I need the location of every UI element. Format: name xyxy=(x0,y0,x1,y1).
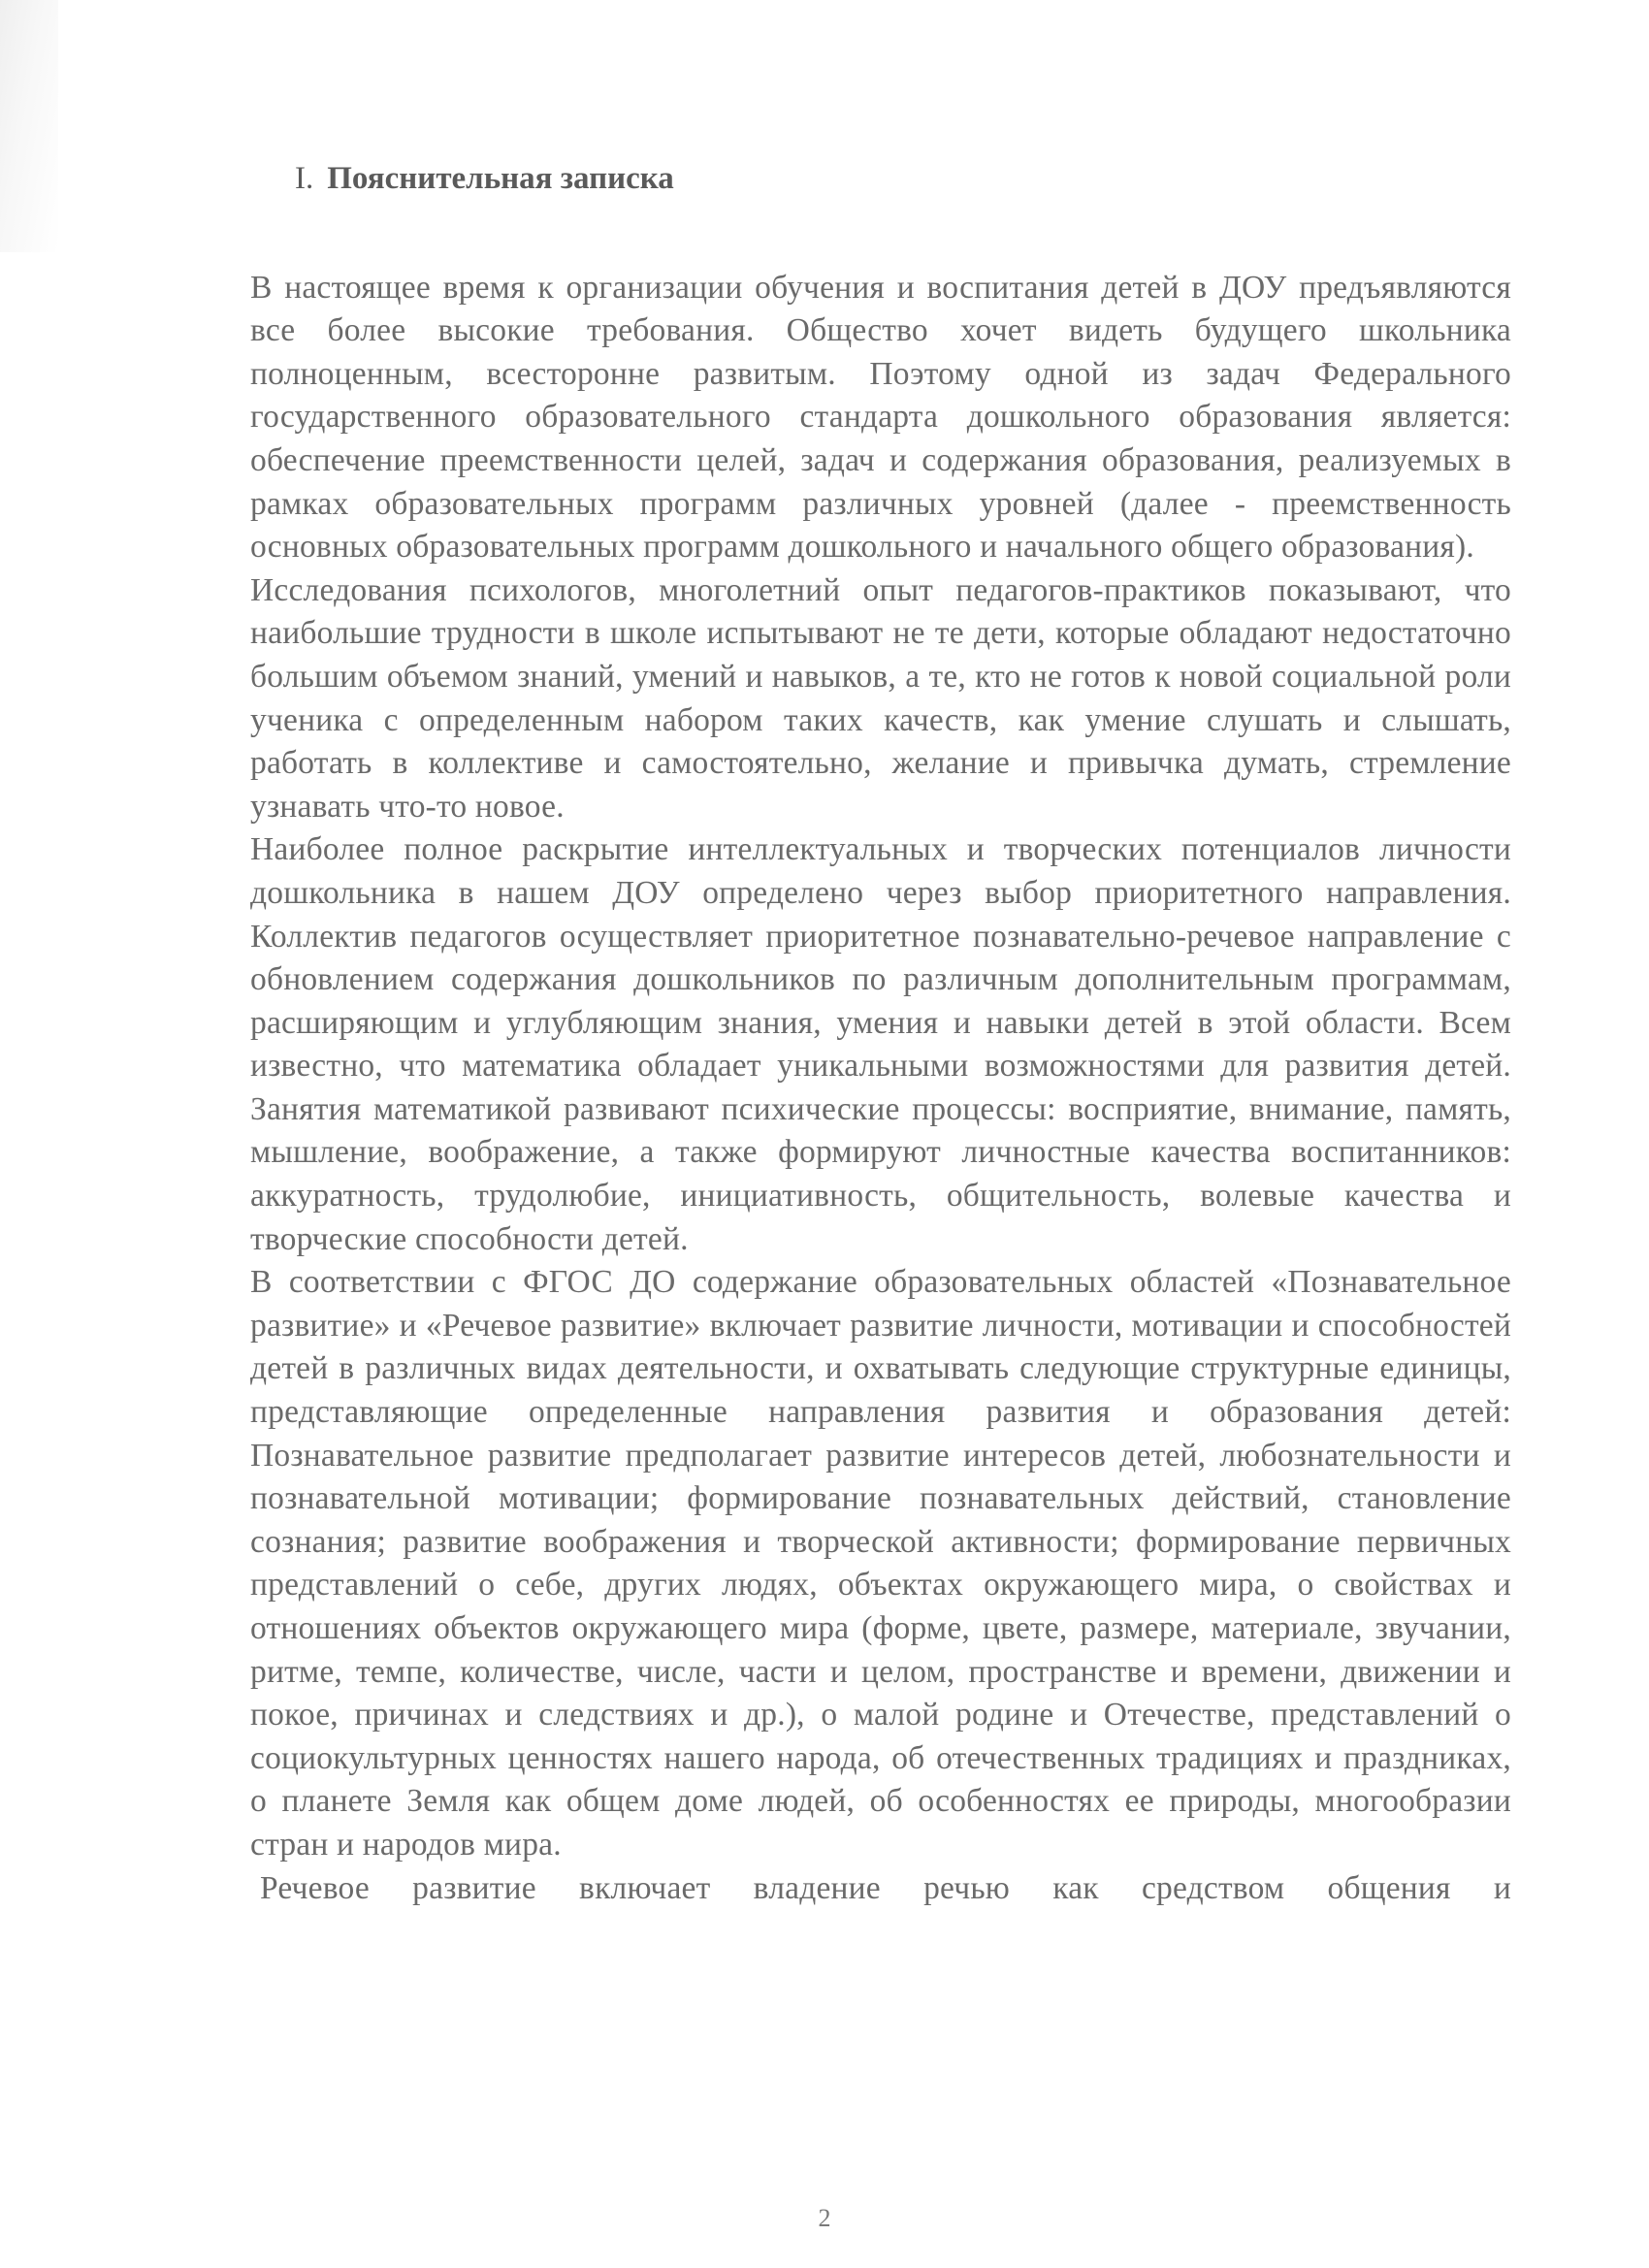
body-text xyxy=(250,267,1511,1911)
paragraph-intro: В настоящее время к организации обучения и воспитания детей в ДОУ предъявляются все более высокие требования. Общество хочет видеть будущего школьника полноценным, всесторонне развитым. Поэтому одной из задач Федерального государственного образовательного стандарта дошкольного образования является: xyxy=(250,269,1511,436)
document-page xyxy=(250,160,1511,1910)
section-title: Пояснительная записка xyxy=(327,161,674,196)
paragraph-cognitive: Познавательное развитие предполагает развитие интересов детей, любознательности и познавательной мотивации; формирование познавательных действий, становление сознания; развитие воображения и творческой активности; формирование первичных представлений о себе, других людях, объектах окружающего мира, о свойствах и отношениях объектов окружающего мира (форме, цвете, размере, материале, звучании, ритме, темпе, количестве, числе, части и целом, пространстве и времени, движении и покое, причинах и следствиях и др.), о малой родине и Отечестве, представлений о социокультурных ценностях нашего народа, об отечественных традициях и праздниках, о планете Земля как общем доме людей, об особенностях ее природы, многообразии стран и народов мира. xyxy=(250,1437,1511,1863)
section-number: I. xyxy=(295,161,314,196)
paragraph-research: Исследования психологов, многолетний опыт педагогов-практиков показывают, что наибольшие трудности в школе испытывают не те дети, которые обладают недостаточно большим объемом знаний, умений и навыков, а те, кто не готов к новой социальной роли ученика с определенным набором таких качеств, как умение слушать и слышать, работать в коллективе и самостоятельно, желание и привычка думать, стремление узнавать что-то новое. xyxy=(250,571,1511,825)
paragraph-priority: Наиболее полное раскрытие интеллектуальных и творческих потенциалов личности дошкольника в нашем ДОУ определено через выбор приоритетного направления. Коллектив педагогов осуществляет приоритетное познавательно-речевое направление с обновлением содержания дошкольников по различным дополнительным программам, расширяющим и углубляющим знания, умения и навыки детей в этой области. Всем известно, что математика обладает уникальными возможностями для развития детей. Занятия математикой развивают психические процессы: восприятие, внимание, память, мышление, воображение, а также формируют личностные качества воспитанников: аккуратность, трудолюбие, инициативность, общительность, волевые качества и творческие способности детей. xyxy=(250,831,1511,1257)
paragraph-speech: Речевое развитие включает владение речью как средством общения и xyxy=(260,1869,1511,1906)
paragraph-fgos: В соответствии с ФГОС ДО содержание образовательных областей «Познавательное развитие» и «Речевое развитие» включает развитие личности, мотивации и способностей детей в различных видах деятельности, и охватывать следующие структурные единицы, представляющие определенные направления развития и образования детей: xyxy=(250,1264,1511,1431)
section-heading xyxy=(295,160,1511,199)
page-number: 2 xyxy=(818,2204,831,2232)
scan-edge-shadow xyxy=(0,0,58,252)
paragraph-continuity: обеспечение преемственности целей, задач и содержания образования, реализуемых в рамках образовательных программ различных уровней (далее - преемственность основных образовательных программ дошкольного и начального общего образования). xyxy=(250,441,1511,566)
